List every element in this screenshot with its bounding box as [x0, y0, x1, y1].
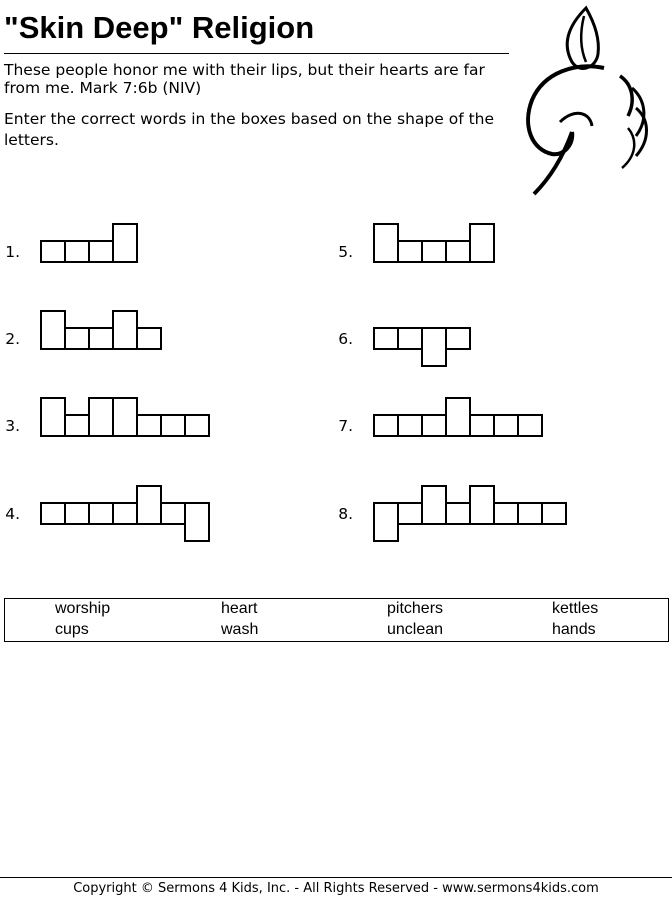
letter-box[interactable]: [40, 502, 66, 525]
puzzle-number: 2.: [5, 330, 20, 348]
letter-box[interactable]: [517, 502, 543, 525]
letter-box-tall[interactable]: [136, 485, 162, 525]
letter-box-tall[interactable]: [88, 397, 114, 437]
letter-box[interactable]: [160, 414, 186, 437]
puzzle-number: 7.: [338, 417, 353, 435]
word-bank-item: pitchers: [387, 600, 444, 617]
letter-box[interactable]: [160, 502, 186, 525]
puzzle-number: 6.: [338, 330, 353, 348]
page-title: "Skin Deep" Religion: [4, 10, 315, 45]
letter-box[interactable]: [88, 327, 114, 350]
letter-box[interactable]: [397, 240, 423, 263]
puzzle-number: 8.: [338, 505, 353, 523]
letter-box[interactable]: [184, 414, 210, 437]
word-bank-item: kettles: [552, 600, 599, 617]
letter-box[interactable]: [88, 502, 114, 525]
letter-box[interactable]: [493, 414, 519, 437]
letter-box[interactable]: [136, 414, 162, 437]
puzzle-number: 4.: [5, 505, 20, 523]
letter-box-tall[interactable]: [40, 310, 66, 350]
word-bank-item: heart: [221, 600, 258, 617]
puzzle-number: 3.: [5, 417, 20, 435]
instructions: Enter the correct words in the boxes based on the shape of the letters.: [4, 110, 495, 149]
puzzle-number: 5.: [338, 243, 353, 261]
letter-box[interactable]: [445, 327, 471, 350]
letter-box[interactable]: [445, 240, 471, 263]
letter-box[interactable]: [445, 502, 471, 525]
letter-box-tall[interactable]: [469, 485, 495, 525]
letter-box-tall[interactable]: [469, 223, 495, 263]
letter-box[interactable]: [40, 240, 66, 263]
letter-box-tall[interactable]: [112, 397, 138, 437]
letter-box[interactable]: [64, 327, 90, 350]
letter-box-tall[interactable]: [112, 310, 138, 350]
letter-box-tall[interactable]: [112, 223, 138, 263]
letter-box[interactable]: [397, 327, 423, 350]
letter-box[interactable]: [88, 240, 114, 263]
letter-box[interactable]: [373, 327, 399, 350]
letter-box-descender[interactable]: [373, 502, 399, 542]
letter-box[interactable]: [64, 502, 90, 525]
puzzle-number: 1.: [5, 243, 20, 261]
letter-box[interactable]: [136, 327, 162, 350]
letter-box[interactable]: [469, 414, 495, 437]
word-bank: [4, 598, 669, 642]
letter-box-tall[interactable]: [421, 485, 447, 525]
dove-flame-icon: [524, 4, 670, 198]
word-bank-item: cups: [55, 621, 89, 638]
bible-verse: These people honor me with their lips, but their hearts are far from me. Mark 7:6b (NIV): [4, 61, 485, 97]
letter-box-descender[interactable]: [421, 327, 447, 367]
letter-box-tall[interactable]: [40, 397, 66, 437]
letter-box[interactable]: [64, 414, 90, 437]
letter-box-descender[interactable]: [184, 502, 210, 542]
letter-box[interactable]: [421, 240, 447, 263]
letter-box[interactable]: [112, 502, 138, 525]
word-bank-item: worship: [55, 600, 111, 617]
letter-box[interactable]: [493, 502, 519, 525]
word-bank-item: unclean: [387, 621, 444, 638]
footer-divider: [0, 877, 672, 878]
letter-box[interactable]: [421, 414, 447, 437]
letter-box[interactable]: [541, 502, 567, 525]
letter-box[interactable]: [397, 502, 423, 525]
letter-box-tall[interactable]: [445, 397, 471, 437]
letter-box[interactable]: [64, 240, 90, 263]
letter-box-tall[interactable]: [373, 223, 399, 263]
copyright-footer: Copyright © Sermons 4 Kids, Inc. - All Rights Reserved - www.sermons4kids.com: [73, 881, 599, 896]
title-underline: [4, 53, 509, 54]
word-bank-item: hands: [552, 621, 596, 638]
letter-box[interactable]: [517, 414, 543, 437]
letter-box[interactable]: [397, 414, 423, 437]
word-bank-item: wash: [221, 621, 259, 638]
letter-box[interactable]: [373, 414, 399, 437]
